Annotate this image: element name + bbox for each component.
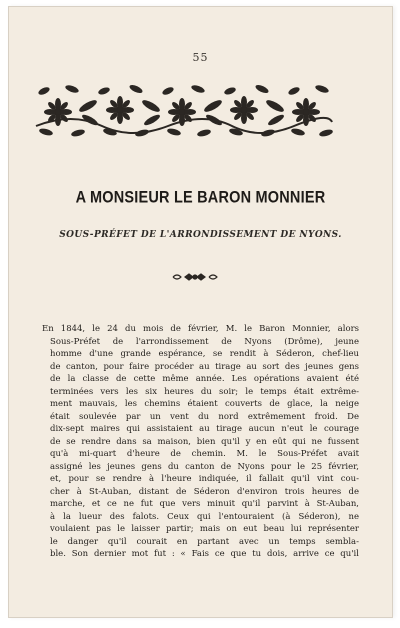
page-number: 55 <box>192 51 209 64</box>
text-line: de se rendre dans sa maison, bien qu'il y en eût qui ne fussent <box>50 436 359 447</box>
text-line: était soulevée par un vent du nord extrêmement froid. De <box>50 411 359 422</box>
floral-ornament-icon <box>32 82 334 138</box>
divider-ornament-icon <box>171 272 219 282</box>
page-title: A MONSIEUR LE BARON MONNIER <box>75 188 326 208</box>
text-line: dix-sept maires qui assistaient au tirage aucun n'eut le courage <box>50 424 359 434</box>
text-line: qu'à mi-quart d'heure de chemin. M. le Sous-Préfet avait <box>50 449 359 459</box>
text-line: de canton, pour faire procéder au tirage au sort des jeunes gens <box>50 361 359 372</box>
text-line: voulaient pas le laisser partir; mais on eut beau lui représenter <box>50 524 359 534</box>
text-line: cher à St-Auban, distant de Séderon d'environ trois heures de <box>50 486 359 497</box>
page-subtitle: SOUS-PRÉFET DE L'ARRONDISSEMENT DE NYONS. <box>59 230 342 240</box>
text-line: ble. Son dernier mot fut : « Fais ce que tu dois, arrive ce qu'il <box>50 549 359 559</box>
text-line: En 1844, le 24 du mois de février, M. le Baron Monnier, alors <box>42 324 359 334</box>
text-line: assigné les jeunes gens du canton de Nyons pour le 25 février, <box>50 461 359 472</box>
text-line: Sous-Préfet de l'arrondissement de Nyons (Drôme), jeune <box>50 336 359 347</box>
body-paragraph <box>44 323 359 561</box>
text-line: homme d'une grande espérance, se rendit à Séderon, chef-lieu <box>50 349 359 359</box>
text-line: ment mauvais, les chemins étaient couverts de glace, la neige <box>50 399 359 409</box>
text-line: à la lueur des falots. Ceux qui l'entouraient (à Séderon), ne <box>50 511 359 522</box>
text-line: et, pour se rendre à l'heure indiquée, il fallait qu'il vint cou- <box>50 474 359 484</box>
text-line: terminées vers les six heures du soir; le temps était extrême- <box>50 386 359 397</box>
text-line: le danger qu'il courait en partant avec un temps sembla- <box>50 536 359 547</box>
book-page <box>8 6 393 618</box>
text-line: marche, et ce ne fut que vers minuit qu'il parvint à St-Auban, <box>50 499 359 509</box>
text-line: de la classe de cette même année. Les opérations avaient été <box>50 374 359 384</box>
